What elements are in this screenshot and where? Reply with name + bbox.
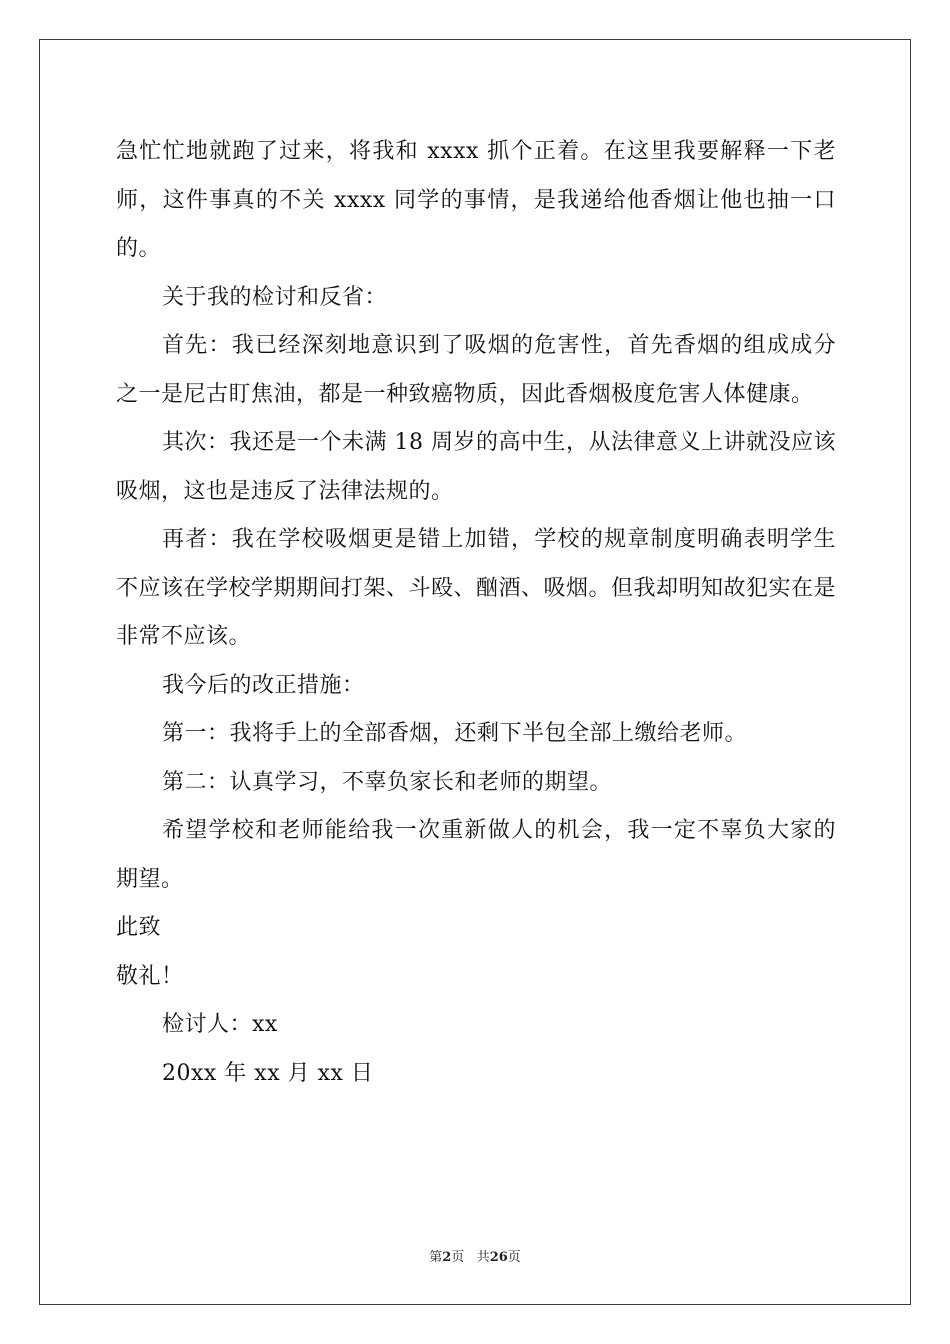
closing-salutation-1: 此致 (116, 915, 162, 940)
paragraph-continuation: 急忙忙地就跑了过来，将我和 xxxx 抓个正着。在这里我要解释一下老师，这件事真的不关 xxxx 同学的事情，是我递给他香烟让他也抽一口的。 (116, 139, 836, 261)
date-line: 20xx 年 xx 月 xx 日 (162, 1060, 374, 1086)
footer-total-pages: 26 (489, 1250, 508, 1265)
paragraph-third: 再者：我在学校吸烟更是错上加错，学校的规章制度明确表明学生不应该在学校学期期间打架、斗殴、酗酒、吸烟。但我却明知故犯实在是非常不应该。 (116, 527, 837, 649)
measure-item-2: 第二：认真学习，不辜负家长和老师的期望。 (162, 769, 613, 795)
document-body (116, 128, 836, 1098)
paragraph-first: 首先：我已经深刻地意识到了吸烟的危害性，首先香烟的组成成分之一是尼古盯焦油，都是一种致癌物质，因此香烟极度危害人体健康。 (116, 333, 836, 407)
footer-total-suffix: 页 (507, 1250, 521, 1265)
paragraph-hope: 希望学校和老师能给我一次重新做人的机会，我一定不辜负大家的期望。 (116, 818, 836, 892)
heading-measures: 我今后的改正措施： (162, 672, 365, 698)
page-footer (0, 1246, 950, 1265)
paragraph-second: 其次：我还是一个未满 18 周岁的高中生，从法律意义上讲就没应该吸烟，这也是违反了法律法规的。 (116, 430, 836, 504)
footer-total-prefix: 共 (476, 1250, 490, 1265)
closing-salutation-2: 敬礼！ (116, 963, 184, 989)
footer-page-suffix: 页 (451, 1250, 465, 1265)
heading-reflection: 关于我的检讨和反省： (162, 284, 388, 310)
footer-page-number: 2 (442, 1250, 452, 1265)
measure-item-1: 第一：我将手上的全部香烟，还剩下半包全部上缴给老师。 (162, 721, 748, 746)
signer-line: 检讨人：xx (162, 1012, 278, 1037)
footer-prefix: 第 (429, 1250, 443, 1265)
